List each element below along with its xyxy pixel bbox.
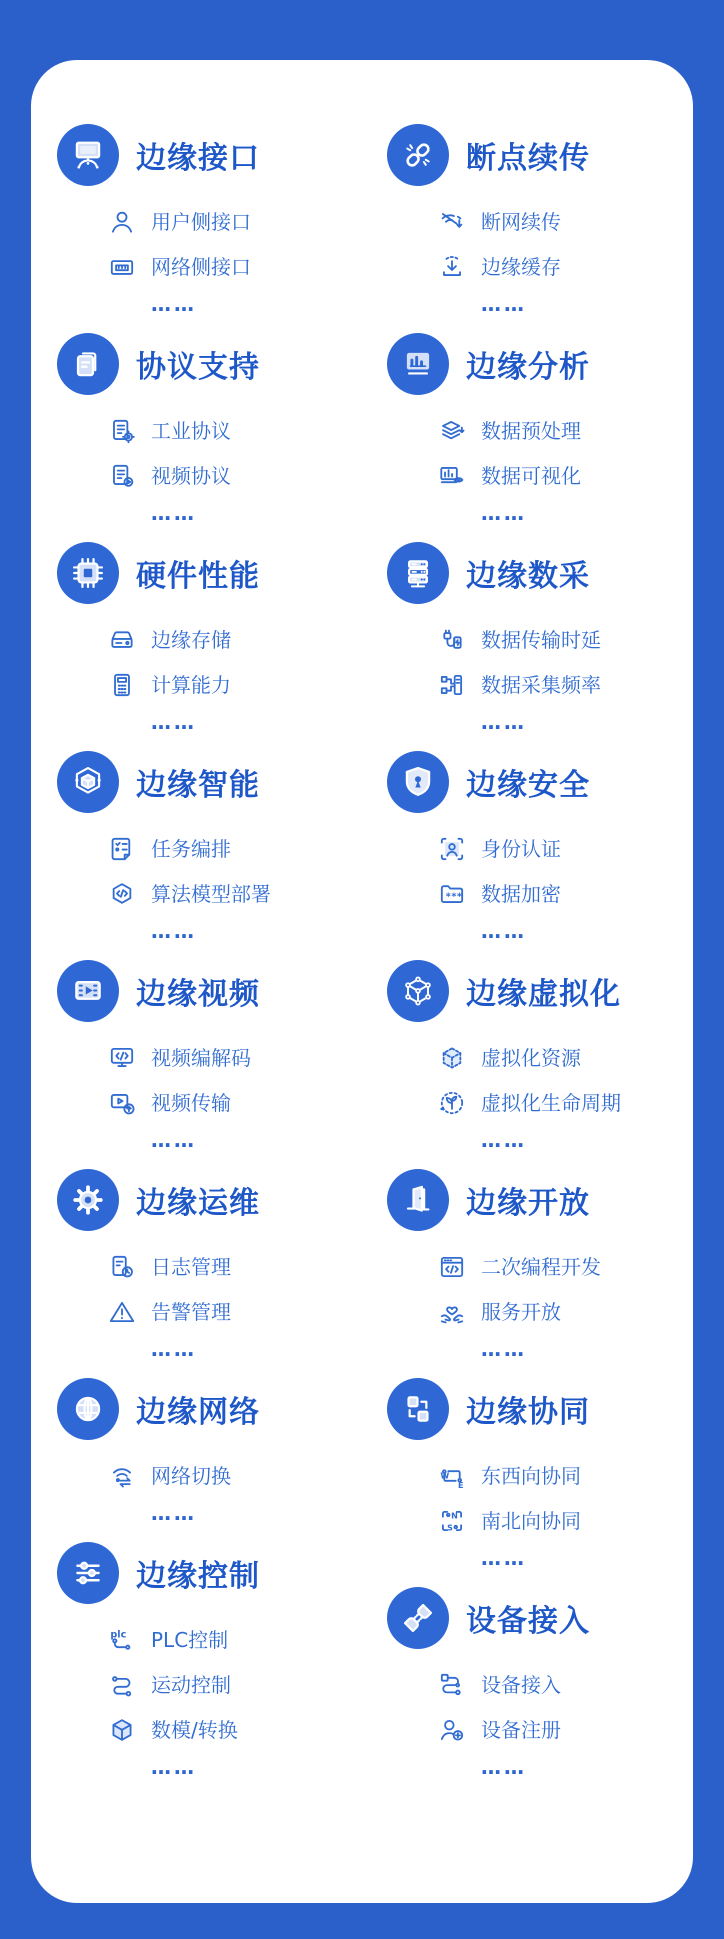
feature-header [57, 124, 387, 186]
feature-item [107, 871, 387, 916]
device-connect-icon [437, 1670, 467, 1700]
svg-text:plc: plc [110, 1628, 127, 1640]
feature-item [437, 244, 669, 289]
feature-header [387, 1378, 669, 1440]
feature-section-device-access [387, 1587, 669, 1780]
feature-item-list [57, 408, 387, 498]
cube-network-icon [57, 751, 119, 813]
feature-header [387, 124, 669, 186]
feature-item-label: 计算能力 [151, 672, 231, 697]
lifecycle-sprout-icon [437, 1088, 467, 1118]
feature-item-label: 视频编解码 [151, 1045, 251, 1070]
feature-header [387, 960, 669, 1022]
feature-item [107, 662, 387, 707]
task-list-icon [107, 834, 137, 864]
feature-header [57, 1378, 387, 1440]
feature-item-label: 边缘缓存 [481, 254, 561, 279]
feature-section-edge-interface [57, 124, 387, 317]
feature-header [57, 960, 387, 1022]
wifi-off-resume-icon [437, 207, 467, 237]
document-play-icon [107, 461, 137, 491]
feature-item-label: 数据传输时延 [481, 627, 601, 652]
feature-item-label: 东西向协同 [481, 1463, 581, 1488]
feature-title: 边缘运维 [136, 1186, 260, 1221]
cpu-chip-icon [57, 542, 119, 604]
svg-text:S: S [447, 1523, 453, 1533]
hexagon-code-icon [107, 879, 137, 909]
feature-title: 边缘虚拟化 [466, 977, 621, 1012]
feature-item-label: 任务编排 [151, 836, 231, 861]
monitor-code-icon [107, 1043, 137, 1073]
chart-eye-icon [437, 461, 467, 491]
feature-title: 边缘控制 [136, 1559, 260, 1594]
feature-item-label: 视频协议 [151, 463, 231, 488]
more-items-ellipsis: …… [481, 1755, 527, 1779]
feature-section-breakpoint-resume [387, 124, 669, 317]
more-items-ellipsis: …… [481, 501, 527, 525]
feature-header [387, 542, 669, 604]
feature-section-edge-control [57, 1542, 387, 1780]
feature-item-list [57, 617, 387, 707]
feature-section-edge-network [57, 1378, 387, 1526]
feature-header [57, 542, 387, 604]
feature-section-protocol-support [57, 333, 387, 526]
feature-section-edge-intelligence [57, 751, 387, 944]
svg-text:E: E [458, 1480, 464, 1490]
warning-triangle-icon [107, 1297, 137, 1327]
broken-link-icon [387, 124, 449, 186]
feature-item-label: 数据可视化 [481, 463, 581, 488]
feature-item-label: 虚拟化生命周期 [481, 1090, 621, 1115]
feature-item-label: 运动控制 [151, 1672, 231, 1697]
more-items-ellipsis: …… [481, 919, 527, 943]
feature-item-list [387, 1244, 669, 1334]
feature-item [437, 617, 669, 662]
feature-title: 断点续传 [466, 141, 590, 176]
more-items-ellipsis: …… [481, 1546, 527, 1570]
feature-header [387, 333, 669, 395]
feature-item-label: 服务开放 [481, 1299, 561, 1324]
feature-item [437, 871, 669, 916]
feature-header [57, 1542, 387, 1604]
feature-title: 边缘智能 [136, 768, 260, 803]
feature-item-list [57, 1244, 387, 1334]
feature-section-edge-analysis [387, 333, 669, 526]
feature-item [107, 1080, 387, 1125]
feature-item-label: 边缘存储 [151, 627, 231, 652]
feature-item-label: 设备接入 [481, 1672, 561, 1697]
feature-header [57, 751, 387, 813]
feature-item [437, 826, 669, 871]
feature-item-label: 工业协议 [151, 418, 231, 443]
feature-item-list [57, 1035, 387, 1125]
bar-chart-icon [387, 333, 449, 395]
more-items-ellipsis: …… [151, 1337, 197, 1361]
feature-item-label: 告警管理 [151, 1299, 231, 1324]
feature-item-label: 视频传输 [151, 1090, 231, 1115]
feature-item-label: 身份认证 [481, 836, 561, 861]
feature-item [437, 1662, 669, 1707]
more-items-ellipsis: …… [151, 1501, 197, 1525]
feature-header [57, 333, 387, 395]
feature-section-edge-collaboration [387, 1378, 669, 1571]
left-column [57, 124, 387, 1867]
feature-item-label: 网络切换 [151, 1463, 231, 1488]
right-column [387, 124, 669, 1867]
feature-item-label: 虚拟化资源 [481, 1045, 581, 1070]
feature-item-label: 算法模型部署 [151, 881, 271, 906]
feature-item-label: 数模/转换 [151, 1717, 238, 1742]
feature-item-label: 用户侧接口 [151, 209, 251, 234]
feature-section-hardware-performance [57, 542, 387, 735]
calculator-icon [107, 670, 137, 700]
dashed-cube-icon [437, 1043, 467, 1073]
hard-drive-icon [107, 625, 137, 655]
globe-icon [57, 1378, 119, 1440]
film-play-icon [57, 960, 119, 1022]
feature-item-label: 二次编程开发 [481, 1254, 601, 1279]
feature-item-label: 断网续传 [481, 209, 561, 234]
feature-title: 协议支持 [136, 350, 260, 385]
feature-section-edge-data-collection [387, 542, 669, 735]
north-south-icon [437, 1506, 467, 1536]
download-cache-icon [437, 252, 467, 282]
usb-cable-icon [437, 625, 467, 655]
svg-text:W: W [440, 1471, 450, 1481]
feature-section-edge-security [387, 751, 669, 944]
feature-item [107, 617, 387, 662]
feature-header [387, 751, 669, 813]
feature-item [437, 199, 669, 244]
face-scan-icon [437, 834, 467, 864]
feature-section-edge-openness [387, 1169, 669, 1362]
feature-header [57, 1169, 387, 1231]
collector-nodes-icon [437, 670, 467, 700]
wifi-switch-icon [107, 1461, 137, 1491]
feature-item [107, 408, 387, 453]
sliders-icon [57, 1542, 119, 1604]
feature-item-list [387, 1662, 669, 1752]
more-items-ellipsis: …… [481, 710, 527, 734]
feature-item [437, 1289, 669, 1334]
feature-item-list [387, 826, 669, 916]
video-upload-icon [107, 1088, 137, 1118]
feature-item [437, 1453, 669, 1498]
plug-icon [387, 1587, 449, 1649]
feature-title: 边缘视频 [136, 977, 260, 1012]
plc-icon [107, 1625, 137, 1655]
more-items-ellipsis: …… [151, 919, 197, 943]
feature-item [107, 244, 387, 289]
feature-item [107, 1617, 387, 1662]
feature-item [107, 1453, 387, 1498]
more-items-ellipsis: …… [481, 292, 527, 316]
feature-title: 边缘接口 [136, 141, 260, 176]
shield-lock-icon [387, 751, 449, 813]
feature-title: 设备接入 [466, 1604, 590, 1639]
feature-item-label: 设备注册 [481, 1717, 561, 1742]
gear-icon [57, 1169, 119, 1231]
feature-item-label: PLC控制 [151, 1627, 229, 1652]
hands-service-icon [437, 1297, 467, 1327]
feature-item-label: 日志管理 [151, 1254, 231, 1279]
feature-item-label: 网络侧接口 [151, 254, 251, 279]
feature-item-label: 南北向协同 [481, 1508, 581, 1533]
feature-item-list [57, 826, 387, 916]
feature-item [107, 1244, 387, 1289]
ethernet-port-icon [107, 252, 137, 282]
feature-item-list [57, 1617, 387, 1752]
code-window-icon [437, 1252, 467, 1282]
user-icon [107, 207, 137, 237]
feature-item [437, 408, 669, 453]
feature-item-list [387, 617, 669, 707]
feature-item [107, 1662, 387, 1707]
server-rack-icon [387, 542, 449, 604]
content-card [31, 60, 693, 1903]
feature-item-list [387, 1035, 669, 1125]
feature-item [437, 1244, 669, 1289]
feature-title: 边缘分析 [466, 350, 590, 385]
feature-item-list [387, 408, 669, 498]
open-door-icon [387, 1169, 449, 1231]
feature-header [387, 1169, 669, 1231]
feature-item-list [57, 199, 387, 289]
document-stack-icon [57, 333, 119, 395]
feature-item-label: 数据加密 [481, 881, 561, 906]
feature-title: 边缘数采 [466, 559, 590, 594]
feature-title: 边缘协同 [466, 1395, 590, 1430]
svg-text:N: N [451, 1510, 458, 1520]
feature-item-label: 数据采集频率 [481, 672, 601, 697]
presentation-screen-icon [57, 124, 119, 186]
more-items-ellipsis: …… [481, 1128, 527, 1152]
feature-section-edge-video [57, 960, 387, 1153]
wireframe-cube-icon [387, 960, 449, 1022]
feature-item [107, 453, 387, 498]
feature-item-list [57, 1453, 387, 1498]
user-add-icon [437, 1715, 467, 1745]
feature-item [437, 1035, 669, 1080]
feature-title: 边缘安全 [466, 768, 590, 803]
more-items-ellipsis: …… [151, 292, 197, 316]
more-items-ellipsis: …… [151, 501, 197, 525]
feature-item [107, 826, 387, 871]
east-west-icon [437, 1461, 467, 1491]
feature-item-list [387, 1453, 669, 1543]
svg-text:***: *** [445, 891, 463, 903]
cube-convert-icon [107, 1715, 137, 1745]
feature-item-label: 数据预处理 [481, 418, 581, 443]
feature-item [107, 1289, 387, 1334]
feature-item [437, 662, 669, 707]
layers-process-icon [437, 416, 467, 446]
feature-section-edge-operations [57, 1169, 387, 1362]
feature-title: 边缘开放 [466, 1186, 590, 1221]
motion-path-icon [107, 1670, 137, 1700]
more-items-ellipsis: …… [481, 1337, 527, 1361]
feature-section-edge-virtualization [387, 960, 669, 1153]
more-items-ellipsis: …… [151, 710, 197, 734]
more-items-ellipsis: …… [151, 1128, 197, 1152]
more-items-ellipsis: …… [151, 1755, 197, 1779]
feature-item [437, 1498, 669, 1543]
feature-header [387, 1587, 669, 1649]
feature-title: 硬件性能 [136, 559, 260, 594]
feature-item-list [387, 199, 669, 289]
folder-password-icon [437, 879, 467, 909]
log-clock-icon [107, 1252, 137, 1282]
feature-item [437, 453, 669, 498]
feature-item [437, 1080, 669, 1125]
document-gear-icon [107, 416, 137, 446]
linked-squares-icon [387, 1378, 449, 1440]
feature-title: 边缘网络 [136, 1395, 260, 1430]
feature-item [107, 199, 387, 244]
feature-item [437, 1707, 669, 1752]
feature-item [107, 1707, 387, 1752]
feature-item [107, 1035, 387, 1080]
